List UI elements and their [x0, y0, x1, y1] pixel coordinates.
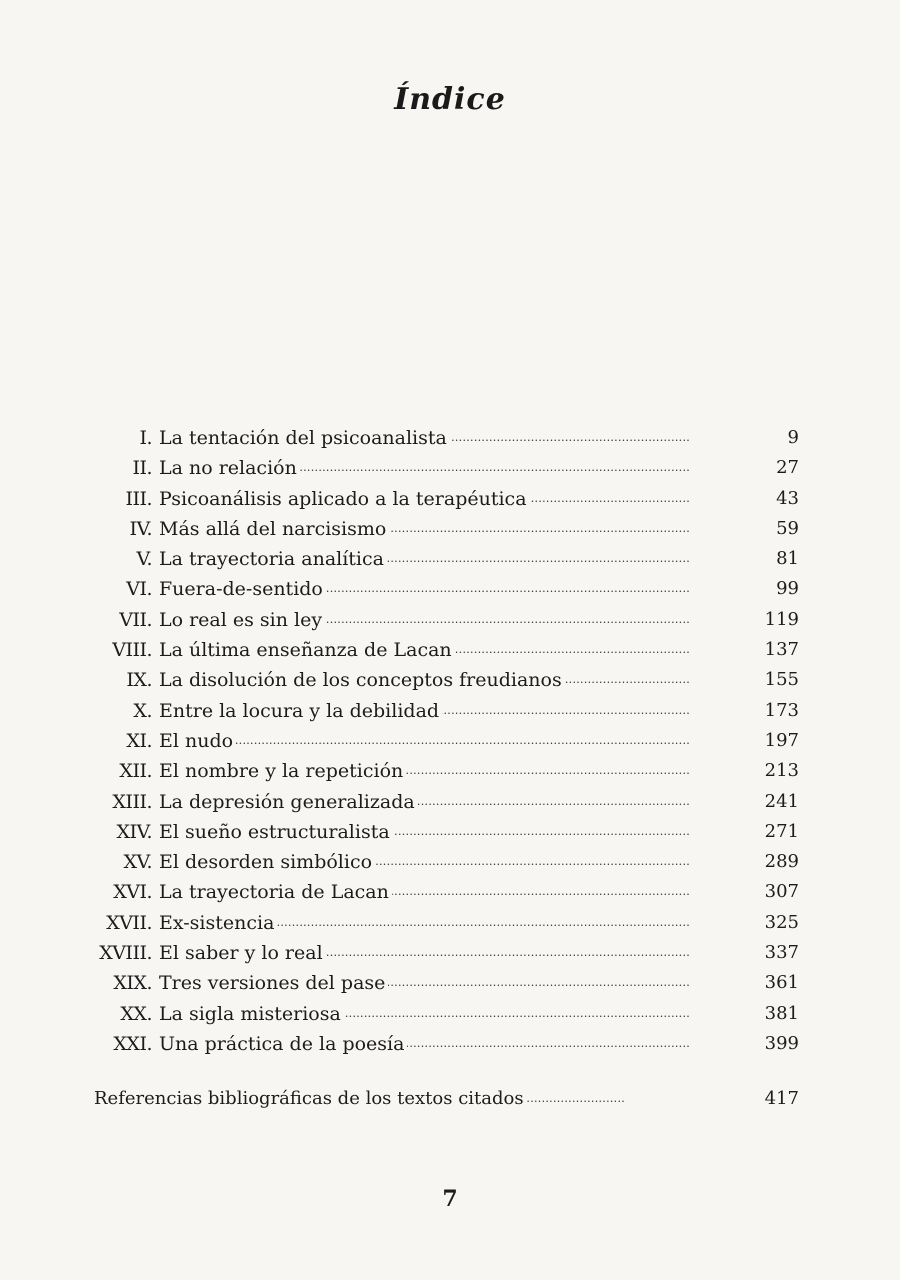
- chapter-page: 81: [776, 548, 799, 570]
- page-title: Índice: [394, 82, 506, 117]
- page-number: 7: [442, 1186, 458, 1212]
- chapter-title-leader: [159, 877, 747, 907]
- chapter-title-leader: [159, 726, 747, 756]
- chapter-title: Entre la locura y la debilidad: [159, 700, 442, 722]
- toc-entry: [0, 1029, 900, 1059]
- chapter-page: 241: [764, 790, 799, 812]
- chapter-title: La trayectoria de Lacan: [159, 881, 392, 903]
- chapter-number: IX.: [126, 669, 152, 692]
- chapter-number: IV.: [129, 517, 152, 540]
- chapter-title: La depresión generalizada: [159, 791, 418, 813]
- chapter-title: El nudo: [159, 730, 236, 752]
- references-title-leader: [94, 1083, 747, 1115]
- chapter-number: XIX.: [113, 972, 152, 995]
- chapter-page: 197: [764, 729, 799, 751]
- toc-entry: [0, 665, 900, 695]
- chapter-page: 119: [764, 608, 799, 630]
- chapter-title-leader: [159, 635, 747, 665]
- toc-entry: [0, 908, 900, 938]
- chapter-title-leader: [159, 484, 747, 514]
- toc-entry: [0, 847, 900, 877]
- chapter-title-leader: [159, 817, 747, 847]
- chapter-title-leader: [159, 574, 747, 604]
- chapter-title-leader: [159, 908, 747, 938]
- chapter-page: 173: [764, 699, 799, 721]
- chapter-title: Una práctica de la poesía: [159, 1033, 407, 1055]
- chapter-title: La trayectoria analítica: [159, 548, 387, 570]
- chapter-page: 337: [764, 942, 799, 964]
- chapter-number: XX.: [120, 1002, 152, 1025]
- chapter-title: La sigla misteriosa: [159, 1003, 344, 1025]
- chapter-title: La última enseñanza de Lacan: [159, 639, 455, 661]
- chapter-number: VIII.: [112, 639, 152, 662]
- chapter-number: XXI.: [113, 1032, 152, 1055]
- chapter-number: XV.: [123, 851, 152, 874]
- chapter-title-leader: [159, 665, 747, 695]
- chapter-title-leader: [159, 999, 747, 1029]
- toc-entry: [0, 999, 900, 1029]
- toc-entry: [0, 544, 900, 574]
- chapter-title-leader: [159, 544, 747, 574]
- chapter-page: 27: [776, 457, 799, 479]
- chapter-title: La no relación: [159, 457, 300, 479]
- chapter-title-leader: [159, 696, 747, 726]
- toc-entry: [0, 968, 900, 998]
- chapter-title: Tres versiones del pase: [159, 972, 388, 994]
- chapter-title: Lo real es sin ley: [159, 609, 325, 631]
- chapter-title: El sueño estructuralista: [159, 821, 393, 843]
- chapter-title-leader: [159, 605, 747, 635]
- references-entry: [0, 1083, 900, 1115]
- chapter-number: I.: [139, 427, 152, 449]
- toc-entry: [0, 514, 900, 544]
- toc-entry: [0, 877, 900, 907]
- chapter-number: X.: [133, 699, 152, 722]
- toc-entry: [0, 787, 900, 817]
- chapter-number: XVII.: [106, 911, 152, 934]
- chapter-number: III.: [125, 487, 152, 510]
- chapter-title-leader: [159, 938, 747, 968]
- toc-entry: [0, 574, 900, 604]
- chapter-title-leader: [159, 968, 747, 998]
- chapter-title: El desorden simbólico: [159, 851, 375, 873]
- chapter-page: 9: [787, 427, 799, 448]
- chapter-title: El saber y lo real: [159, 942, 326, 964]
- chapter-number: XI.: [126, 729, 152, 752]
- chapter-title: Ex-sistencia: [159, 912, 277, 934]
- chapter-number: XIV.: [116, 820, 152, 843]
- chapter-number: XII.: [119, 760, 152, 783]
- chapter-title: La disolución de los conceptos freudianos: [159, 669, 565, 691]
- chapter-title: Más allá del narcisismo: [159, 518, 389, 540]
- toc-entry: [0, 817, 900, 847]
- chapter-number: XIII.: [112, 790, 152, 813]
- chapter-page: 381: [764, 1002, 799, 1024]
- chapter-page: 137: [764, 639, 799, 661]
- chapter-page: 213: [764, 760, 799, 782]
- toc-entry: [0, 605, 900, 635]
- references-title: Referencias bibliográficas de los textos citados: [94, 1088, 527, 1109]
- toc-entry: [0, 423, 900, 453]
- toc-entry: [0, 756, 900, 786]
- chapter-title-leader: [159, 423, 747, 453]
- chapter-title-leader: [159, 756, 747, 786]
- chapter-page: 307: [764, 881, 799, 903]
- chapter-page: 271: [764, 820, 799, 842]
- chapter-page: 325: [764, 911, 799, 933]
- chapter-page: 289: [764, 851, 799, 873]
- chapter-number: VI.: [126, 578, 152, 601]
- chapter-page: 155: [764, 669, 799, 691]
- toc-entry: [0, 453, 900, 483]
- chapter-number: XVI.: [113, 881, 152, 904]
- chapter-number: II.: [132, 457, 152, 480]
- toc-entry: [0, 484, 900, 514]
- chapter-title: Fuera-de-sentido: [159, 578, 326, 600]
- toc-entry: [0, 938, 900, 968]
- chapter-number: XVIII.: [99, 942, 152, 965]
- chapter-number: V.: [136, 548, 152, 571]
- chapter-page: 361: [764, 972, 799, 994]
- toc-entry: [0, 726, 900, 756]
- chapter-title: El nombre y la repetición: [159, 760, 406, 782]
- references-page: 417: [764, 1088, 799, 1109]
- chapter-page: 99: [776, 578, 799, 600]
- chapter-title-leader: [159, 453, 747, 483]
- chapter-title: Psicoanálisis aplicado a la terapéutica: [159, 488, 530, 510]
- table-of-contents: [0, 423, 900, 1059]
- chapter-title: La tentación del psicoanalista: [159, 427, 450, 449]
- chapter-title-leader: [159, 514, 747, 544]
- chapter-number: VII.: [119, 608, 152, 631]
- toc-entry: [0, 635, 900, 665]
- chapter-title-leader: [159, 1029, 747, 1059]
- chapter-title-leader: [159, 787, 747, 817]
- chapter-page: 399: [764, 1032, 799, 1054]
- toc-entry: [0, 696, 900, 726]
- chapter-title-leader: [159, 847, 747, 877]
- chapter-page: 43: [776, 487, 799, 509]
- chapter-page: 59: [776, 517, 799, 539]
